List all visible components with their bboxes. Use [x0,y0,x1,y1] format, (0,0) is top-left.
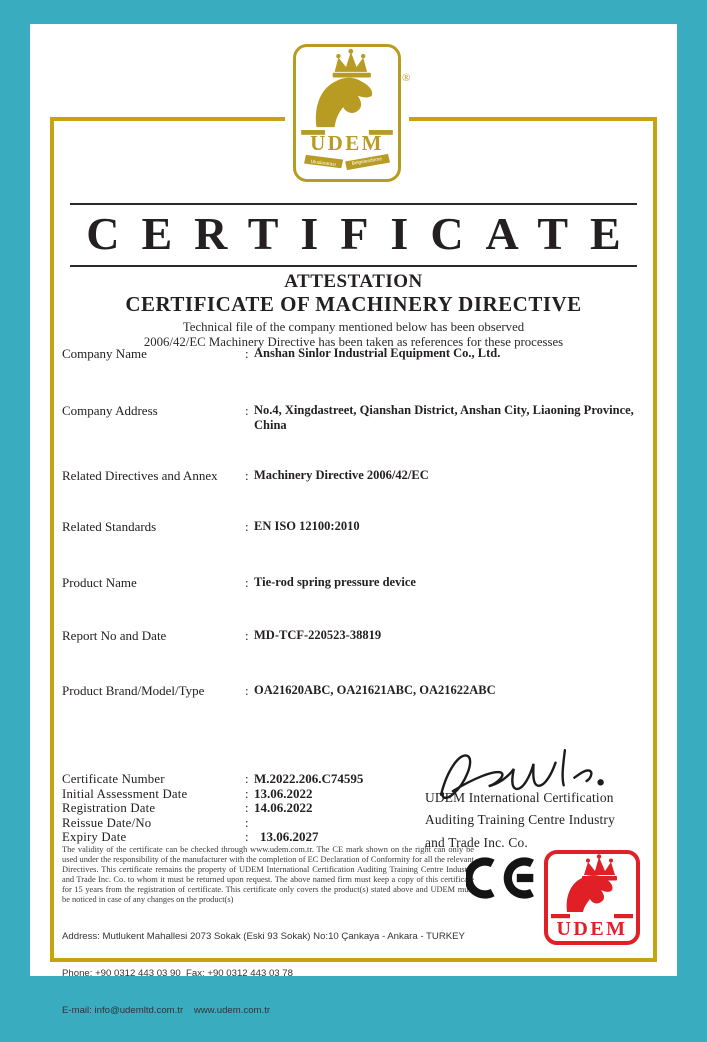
directive-heading: CERTIFICATE OF MACHINERY DIRECTIVE [125,292,582,316]
field-value: Tie-rod spring pressure device [254,575,416,589]
detail-label: Certificate Number [62,772,165,786]
detail-label: Reissue Date/No [62,815,152,830]
ribbon-right-text: Belgelendirme [351,157,383,167]
colon: : [245,575,249,590]
colon: : [245,628,249,643]
detail-value: 14.06.2022 [254,800,313,815]
colon: : [245,801,249,815]
colon: : [245,683,249,698]
colon: : [245,403,249,418]
issuer-line-2: Auditing Training Centre Industry [425,812,615,828]
ribbon-banner [304,154,390,170]
field-label: Related Directives and Annex [62,468,218,483]
title-rule-bottom [70,265,637,267]
footer-contact [62,906,622,1042]
intro-line-1: Technical file of the company mentioned below has been observed [182,320,525,334]
attestation-heading: ATTESTATION [284,271,423,292]
field-label: Company Name [62,346,147,361]
signature-icon [426,735,634,811]
field-value: No.4, Xingdastreet, Qianshan District, Anshan City, Liaoning Province, China [254,403,634,432]
field-label: Product Brand/Model/Type [62,683,205,698]
detail-value: M.2022.206.C74595 [254,771,364,786]
issuer-line-1: UDEM International Certification [425,790,614,805]
field-label: Company Address [62,403,158,418]
ce-mark-icon [466,857,546,899]
footer-address: Address: Mutlukent Mahallesi 2073 Sokak (Eski 93 Sokak) No:10 Çankaya - Ankara - TURKEY [62,930,465,942]
colon: : [245,519,249,534]
issuer-line-3: and Trade Inc. Co. [425,834,528,850]
intro-line-2: 2006/42/EC Machinery Directive has been taken as references for these processes [143,335,564,349]
field-value: EN ISO 12100:2010 [254,519,360,533]
colon: : [245,346,249,361]
colon: : [245,786,249,801]
field-label: Product Name [62,575,137,590]
stamp-brand-text: UDEM [556,918,628,940]
registered-trademark-symbol: ® [402,72,411,84]
horse-head-icon [567,875,613,912]
legal-text: The validity of the certificate can be checked through www.udem.com.tr. The CE mark shown on the right can only be used under the responsibility of the manufacturer with the completion of EC Declaration of Conformity for all the relevant Directives. This certificate remains the property of UDEM International Certification Auditing Training Centre Industry and Trade Inc. Co. to whom it must be returned upon request. The above named firm must keep a copy of this certificate for 15 years from the registration of certificate. This certificate only covers the product(s) stated above and UDEM must be noticed in case of any changes on the product(s) [62,845,474,904]
field-value: Anshan Sinlor Industrial Equipment Co., Ltd. [254,346,501,360]
colon: : [245,830,249,844]
certificate-page [30,24,677,1017]
colon: : [245,468,249,483]
field-label: Report No and Date [62,628,167,643]
detail-label: Initial Assessment Date [62,786,188,801]
field-value: OA21620ABC, OA21621ABC, OA21622ABC [254,683,496,697]
title-rule-top [70,203,637,205]
footer-phone-fax: Phone: +90 0312 443 03 90 Fax: +90 0312 443 03 78 [62,968,293,980]
detail-value: 13.06.2022 [254,785,313,801]
colon: : [245,772,249,786]
horse-head-icon [316,78,372,127]
page-title: CERTIFICATE [86,208,643,259]
udem-red-stamp-emblem-icon [548,854,636,941]
field-label: Related Standards [62,519,157,534]
detail-value: 13.06.2027 [260,829,319,844]
ribbon-left-text: Uluslararası [310,159,337,168]
field-value: MD-TCF-220523-38819 [254,628,382,642]
udem-red-stamp [544,850,640,945]
detail-label: Registration Date [62,801,156,815]
udem-logo-emblem-icon [296,47,398,173]
footer-email-web: E-mail: info@udemltd.com.tr www.udem.com.tr [62,1005,271,1017]
colon: : [245,815,249,830]
udem-logo [293,44,401,182]
detail-label: Expiry Date [62,830,127,844]
field-value: Machinery Directive 2006/42/EC [254,468,429,482]
logo-brand-text: UDEM [310,131,384,156]
